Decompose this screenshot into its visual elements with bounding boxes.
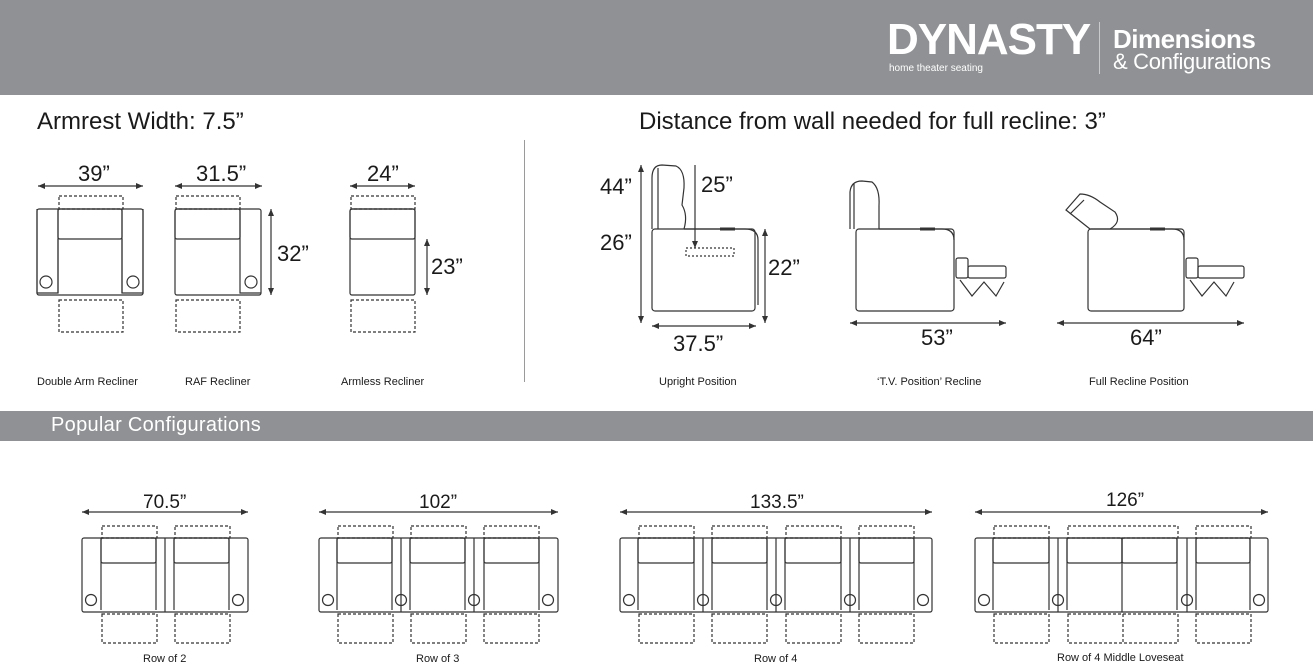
full-recline-drawing: [1057, 194, 1244, 323]
double-arm-recliner-caption: Double Arm Recliner: [37, 376, 138, 388]
row-of-4-loveseat-caption: Row of 4 Middle Loveseat: [1057, 652, 1184, 664]
full-recline-caption: Full Recline Position: [1089, 376, 1189, 388]
upright-depth-label: 37.5”: [673, 331, 724, 356]
row-of-2-drawing: [82, 512, 248, 643]
row-of-3-caption: Row of 3: [416, 653, 460, 665]
header-title: Dimensions: [1113, 24, 1256, 54]
brand-tagline: home theater seating: [889, 63, 983, 74]
row-of-4-drawing: [620, 512, 932, 643]
popular-configurations-title: Popular Configurations: [51, 414, 262, 436]
armless-height-label: 23”: [431, 254, 463, 279]
tv-position-drawing: [850, 181, 1006, 323]
raf-depth-label: 32”: [277, 241, 309, 266]
row-of-2-width-label: 70.5”: [143, 492, 187, 513]
brand-logo: DYNASTY: [887, 15, 1091, 64]
armless-recliner-drawing: [350, 186, 427, 332]
row-of-4-caption: Row of 4: [754, 653, 798, 665]
tv-position-depth-label: 53”: [921, 325, 953, 350]
header-subtitle: & Configurations: [1113, 49, 1271, 74]
row-of-2-caption: Row of 2: [143, 653, 187, 665]
raf-width-label: 31.5”: [196, 161, 247, 186]
tv-position-caption: ‘T.V. Position’ Recline: [877, 376, 982, 388]
row-of-4-loveseat-drawing: [975, 512, 1268, 643]
upright-seat-height-label: 26”: [600, 230, 632, 255]
row-of-4-width-label: 133.5”: [750, 492, 804, 513]
row-of-3-width-label: 102”: [419, 492, 458, 513]
full-recline-depth-label: 64”: [1130, 325, 1162, 350]
upright-back-height-label: 25”: [701, 172, 733, 197]
double-arm-recliner-drawing: [37, 186, 143, 332]
upright-total-height-label: 44”: [600, 174, 632, 199]
row-of-4-loveseat-width-label: 126”: [1106, 490, 1145, 511]
raf-recliner-drawing: [175, 186, 271, 332]
row-of-3-drawing: [319, 512, 558, 643]
armless-width-label: 24”: [367, 161, 399, 186]
armrest-width-heading: Armrest Width: 7.5”: [37, 108, 244, 135]
double-arm-width-label: 39”: [78, 161, 110, 186]
upright-arm-height-label: 22”: [768, 255, 800, 280]
raf-recliner-caption: RAF Recliner: [185, 376, 251, 388]
upright-position-caption: Upright Position: [659, 376, 737, 388]
armless-recliner-caption: Armless Recliner: [341, 376, 425, 388]
wall-distance-heading: Distance from wall needed for full recline: 3”: [639, 108, 1106, 135]
